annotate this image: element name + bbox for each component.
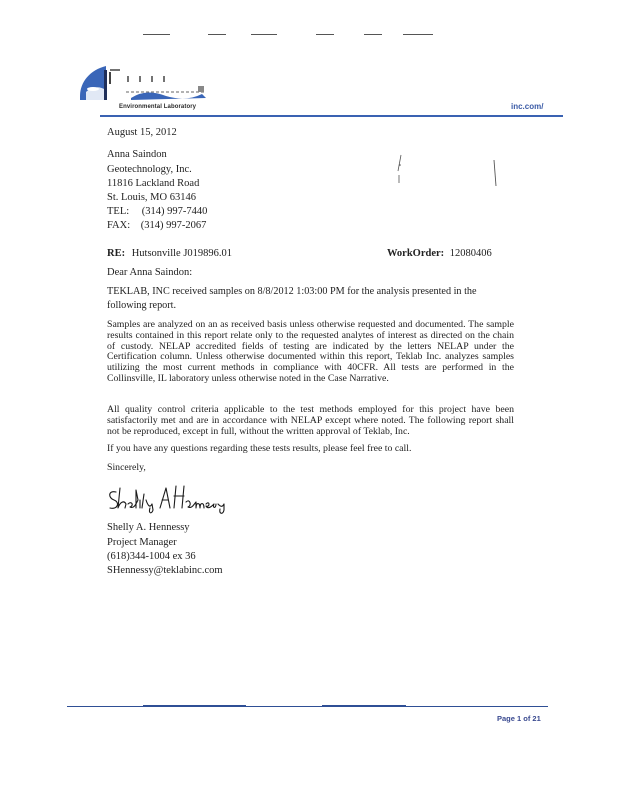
recipient-city: St. Louis, MO 63146 bbox=[107, 192, 196, 203]
logo-graphic-icon bbox=[76, 62, 216, 110]
re-line bbox=[107, 248, 232, 259]
recipient-name: Anna Saindon bbox=[107, 149, 167, 160]
fax-label: FAX: bbox=[107, 220, 131, 231]
signature-graphic bbox=[104, 482, 229, 516]
signer-email[interactable]: SHennessy@teklabinc.com bbox=[107, 565, 223, 576]
scan-dash bbox=[251, 34, 277, 35]
scan-dash bbox=[403, 34, 433, 35]
qc-paragraph: All quality control criteria applicable to the test methods employed for this project have been satisfactorily met and are in accordance with NELAP except where noted. The following report shall not be reproduced, except in full, without the written approval of Teklab, Inc. bbox=[107, 404, 514, 437]
letter-date: August 15, 2012 bbox=[107, 127, 177, 138]
lab-subtitle: Environmental Laboratory bbox=[119, 104, 197, 110]
workorder-line bbox=[387, 248, 492, 259]
header-rule bbox=[100, 115, 563, 117]
signer-title: Project Manager bbox=[107, 537, 177, 548]
intro-line-1: TEKLAB, INC received samples on 8/8/2012 1:03:00 PM for the analysis presented in the bbox=[107, 286, 477, 297]
workorder-value: 12080406 bbox=[449, 248, 492, 259]
signer-name: Shelly A. Hennessy bbox=[107, 522, 190, 533]
recipient-street: 11816 Lackland Road bbox=[107, 178, 200, 189]
re-value: Hutsonville J019896.01 bbox=[131, 248, 233, 259]
scan-mark bbox=[396, 153, 404, 191]
signer-phone: (618)344-1004 ex 36 bbox=[107, 551, 196, 562]
salutation: Dear Anna Saindon: bbox=[107, 267, 193, 278]
fax-value: (314) 997-2067 bbox=[140, 220, 207, 231]
footer-rule bbox=[67, 706, 548, 707]
company-logo bbox=[76, 62, 216, 110]
closing: Sincerely, bbox=[107, 462, 146, 473]
recipient-fax-row bbox=[107, 220, 206, 231]
scan-dash bbox=[208, 34, 226, 35]
questions-line: If you have any questions regarding these tests results, please feel free to call. bbox=[107, 443, 412, 454]
footer-rule-segment bbox=[143, 705, 246, 707]
scan-dash bbox=[364, 34, 382, 35]
page-number: Page 1 of 21 bbox=[497, 714, 541, 723]
scan-mark bbox=[492, 158, 498, 188]
scan-dash bbox=[316, 34, 334, 35]
website-url[interactable]: inc.com/ bbox=[511, 102, 544, 111]
samples-paragraph: Samples are analyzed on an as received basis unless otherwise requested and documented. The sample results contained in this report relate only to the requested analytes of interest as directed on the chain of custody. NELAP accredited fields of testing are indicated by the letters NELAP under the Certification column. Unless otherwise documented within this report, Teklab Inc. analyzes samples utilizing the most current methods in compliance with 40CFR. All tests are performed in the Collinsville, IL laboratory unless otherwise noted in the Case Narrative. bbox=[107, 319, 514, 384]
tel-label: TEL: bbox=[107, 206, 130, 217]
footer-rule-segment bbox=[322, 705, 406, 707]
tel-value: (314) 997-7440 bbox=[141, 206, 208, 217]
re-label: RE: bbox=[107, 248, 126, 259]
scan-dash bbox=[143, 34, 170, 35]
recipient-company: Geotechnology, Inc. bbox=[107, 164, 192, 175]
intro-line-2: following report. bbox=[107, 300, 177, 311]
recipient-tel-row bbox=[107, 206, 207, 217]
workorder-label: WorkOrder: bbox=[387, 248, 445, 259]
